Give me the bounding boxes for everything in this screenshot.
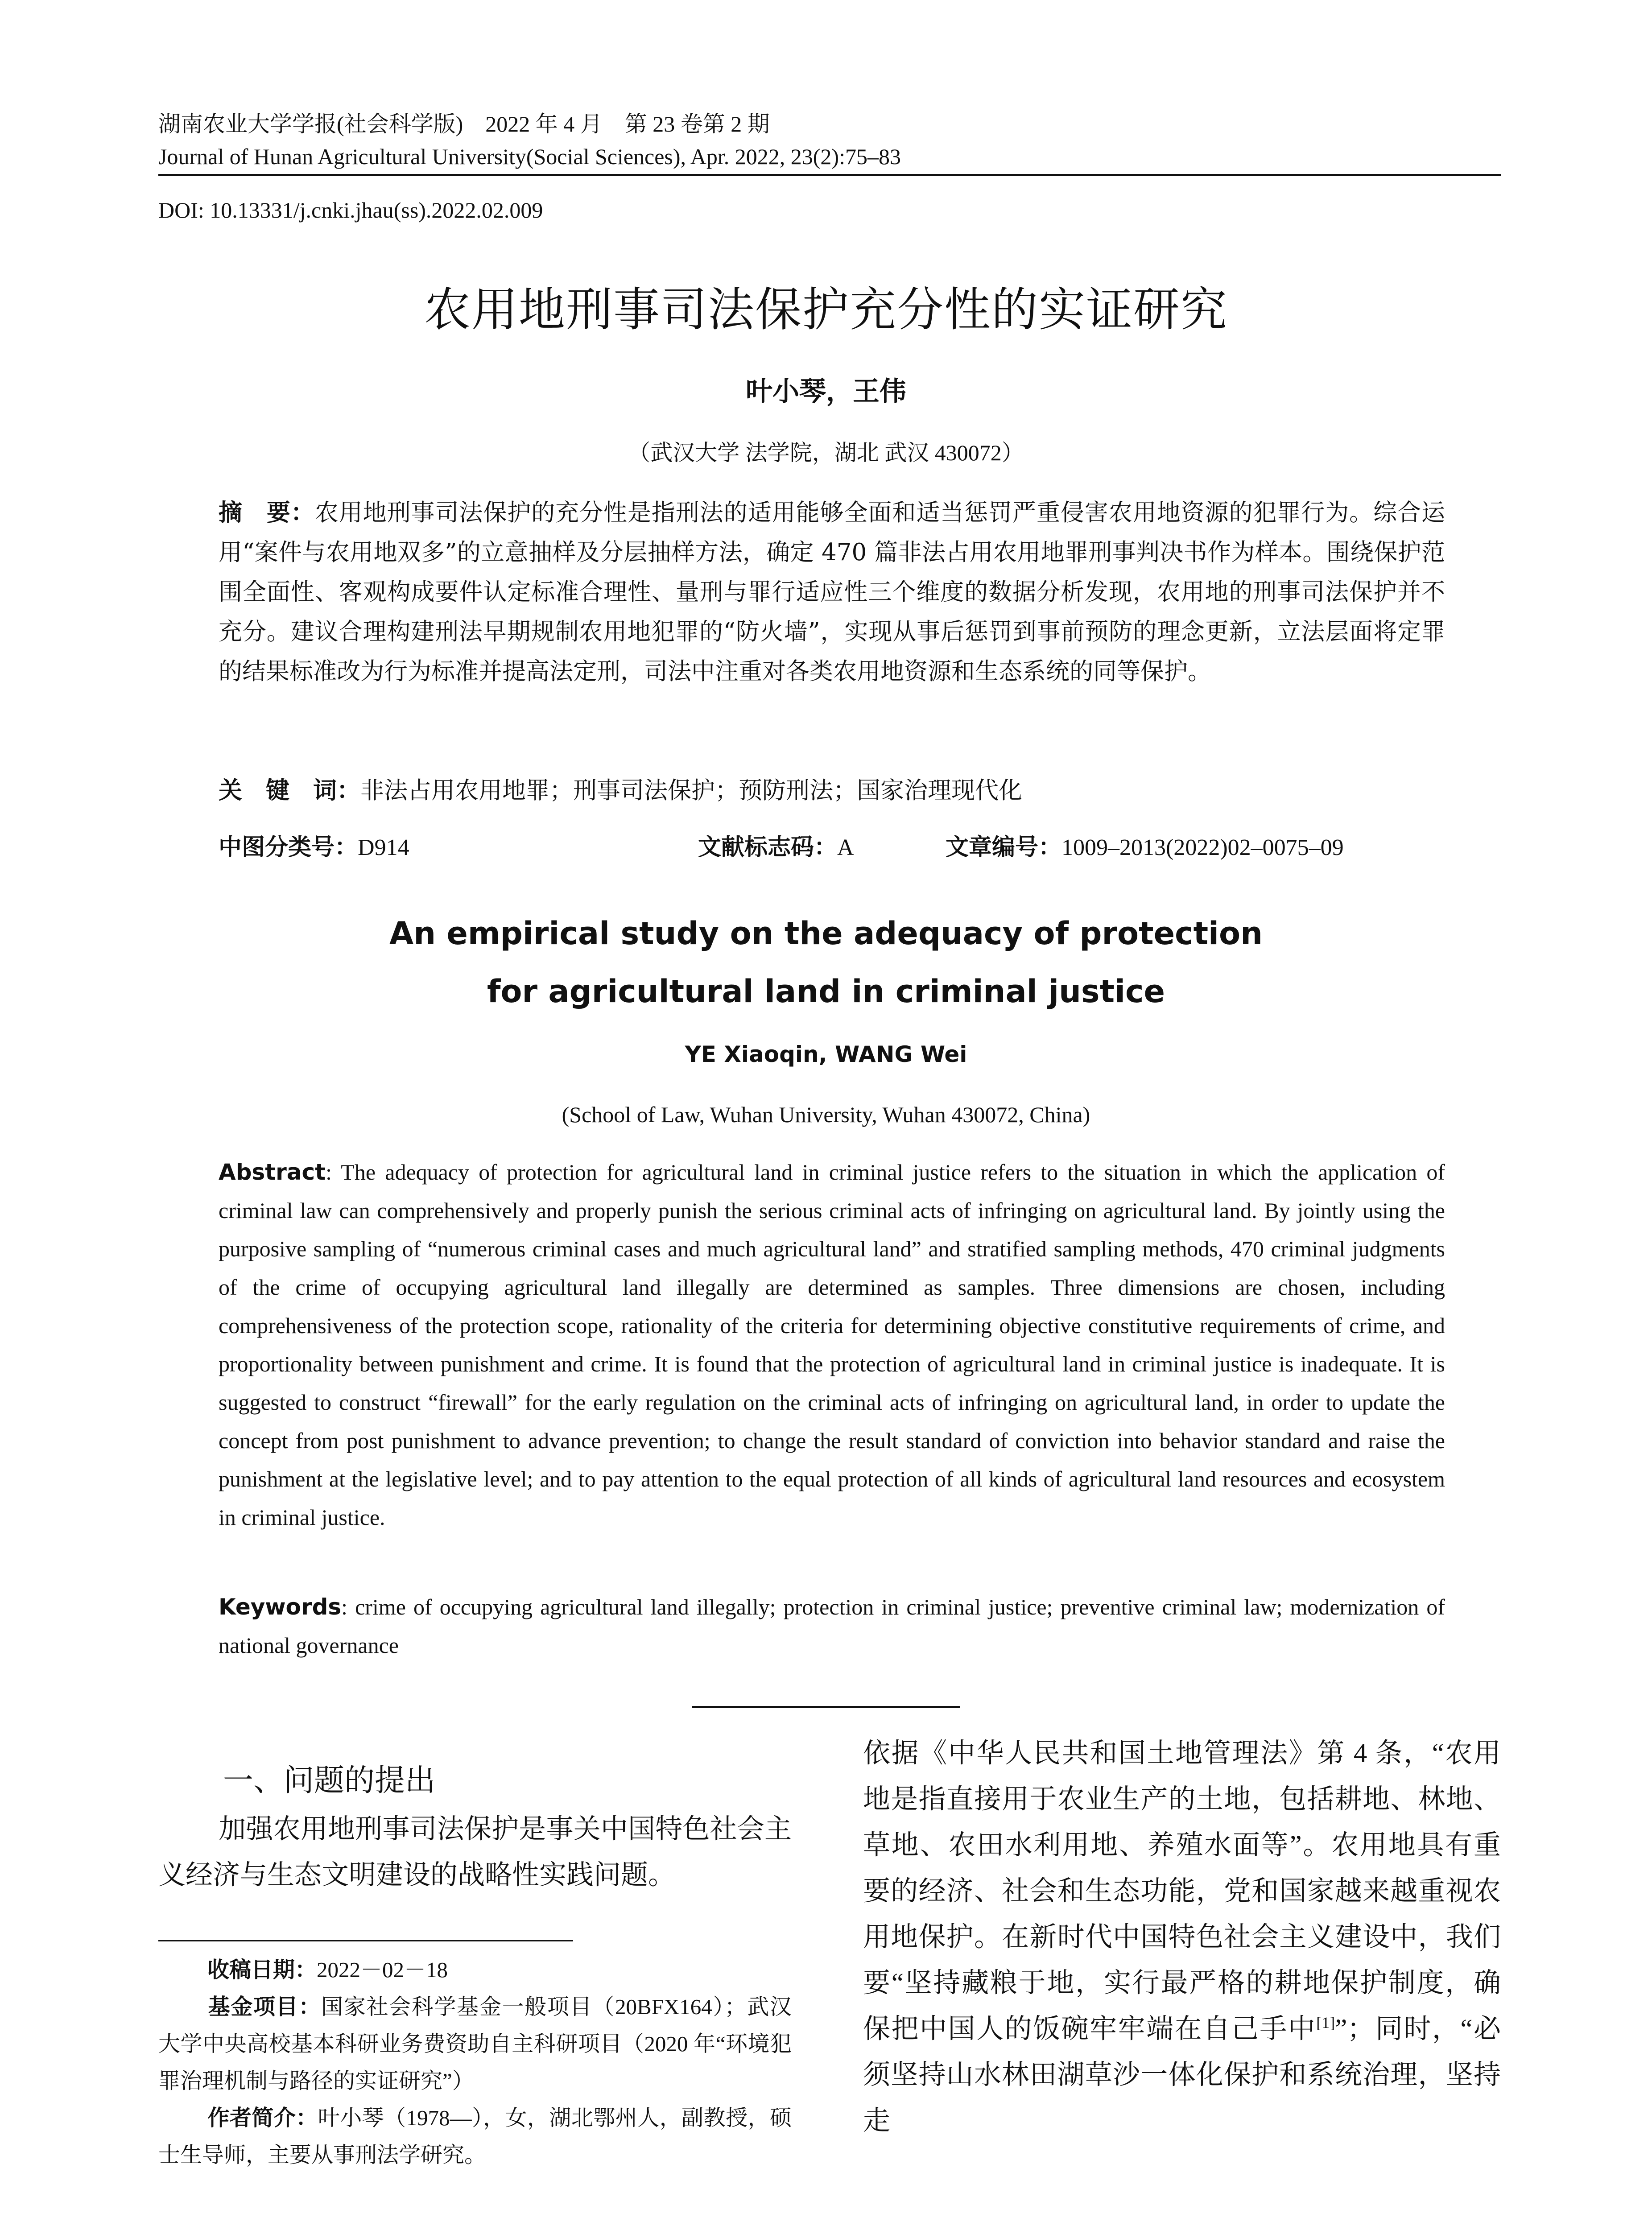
keywords-en-text: : crime of occupying agricultural land illegally; protection in criminal justice; preventive criminal law; modernization of national governance xyxy=(219,1594,1445,1658)
body-left-paragraph: 加强农用地刑事司法保护是事关中国特色社会主义经济与生态文明建设的战略性实践问题。 xyxy=(158,1814,792,1890)
article-title-en-line1: An empirical study on the adequacy of protection xyxy=(389,915,1263,952)
body-right-text-1: 依据《中华人民共和国土地管理法》第 4 条，“农用地是指直接用于农业生产的土地，包括耕地、林地、草地、农田水利用地、养殖水面等”。农用地具有重要的经济、社会和生态功能，党和国家越来越重视农用地保护。在新时代中国特色社会主义建设中，我们要“坚持藏粮于地，实行最严格的耕地保护制度，确保把中国人的饭碗牢牢端在自己手中 xyxy=(863,1739,1501,2044)
article-number xyxy=(946,828,1344,862)
section-heading: 一、问题的提出 xyxy=(223,1763,436,1798)
abstract-cn-label: 摘 要： xyxy=(219,499,315,526)
article-title-en-line2: for agricultural land in criminal justice xyxy=(487,973,1165,1010)
body-text-left xyxy=(158,1806,792,1898)
clc-number xyxy=(219,828,409,862)
received-date: 2022－02－18 xyxy=(317,1957,448,1982)
journal-header-cn: 湖南农业大学学报(社会科学版) 2022 年 4 月 第 23 卷第 2 期 xyxy=(158,112,770,136)
affiliation-cn: （武汉大学 法学院，湖北 武汉 430072） xyxy=(628,440,1024,465)
abstract-en xyxy=(219,1153,1445,1536)
doc-code-label: 文献标志码： xyxy=(698,834,838,861)
document-code xyxy=(698,828,854,862)
keywords-cn-label: 关 键 词： xyxy=(219,777,360,804)
keywords-cn xyxy=(219,772,1445,805)
citation-ref-1[interactable]: [1] xyxy=(1316,2014,1335,2032)
clc-value: D914 xyxy=(358,835,409,860)
abstract-cn xyxy=(219,493,1445,691)
body-text-right xyxy=(863,1730,1501,2144)
footnote-divider xyxy=(158,1940,573,1941)
footnotes xyxy=(158,1951,792,2173)
section-divider xyxy=(692,1706,960,1708)
abstract-cn-text: 农用地刑事司法保护的充分性是指刑法的适用能够全面和适当惩罚严重侵害农用地资源的犯罪行为。综合运用“案件与农用地双多”的立意抽样及分层抽样方法，确定 470 篇非法占用农用地罪刑事判决书作为样本。围绕保护范围全面性、客观构成要件认定标准合理性、量刑与罪行适应性三个维度的数据分析发现，农用地的刑事司法保护并不充分。建议合理构建刑法早期规制农用地犯罪的“防火墙”，实现从事后惩罚到事前预防的理念更新，立法层面将定罪的结果标准改为行为标准并提高法定刑，司法中注重对各类农用地资源和生态系统的同等保护。 xyxy=(219,499,1446,685)
journal-header-en: Journal of Hunan Agricultural University(Social Sciences), Apr. 2022, 23(2):75–83 xyxy=(158,144,901,169)
keywords-en-label: Keywords xyxy=(219,1594,342,1620)
keywords-cn-text: 非法占用农用地罪；刑事司法保护；预防刑法；国家治理现代化 xyxy=(360,777,1022,804)
header-divider xyxy=(158,174,1501,176)
author-label: 作者简介： xyxy=(207,2105,318,2131)
clc-label: 中图分类号： xyxy=(219,834,358,861)
authors-cn: 叶小琴，王伟 xyxy=(746,376,906,407)
authors-en: YE Xiaoqin, WANG Wei xyxy=(685,1041,967,1067)
footnote-author xyxy=(158,2099,792,2173)
abstract-en-label: Abstract xyxy=(219,1159,326,1185)
article-title-cn: 农用地刑事司法保护充分性的实证研究 xyxy=(424,282,1228,337)
received-label: 收稿日期： xyxy=(207,1957,317,1982)
keywords-en xyxy=(219,1588,1445,1664)
abstract-en-text: : The adequacy of protection for agricultural land in criminal justice refers to the situation in which the application of criminal law can comprehensively and properly punish the serious criminal acts of infringing on agricultural land. By jointly using the purposive sampling of “numerous criminal cases and much agricultural land” and stratified sampling methods, 470 criminal judgments of the crime of occupying agricultural land illegally are determined as samples. Three dimensions are chosen, including comprehensiveness of the protection scope, rationality of the criteria for determining objective constitutive requirements of crime, and proportionality between punishment and crime. It is found that the protection of agricultural land in criminal justice is inadequate. It is suggested to construct “firewall” for the early regulation on the criminal acts of infringing on agricultural land, in order to update the concept from post punishment to advance prevention; to change the result standard of conviction into behavior standard and raise the punishment at the legislative level; and to pay attention to the equal protection of all kinds of agricultural land resources and ecosystem in criminal justice. xyxy=(219,1160,1445,1530)
body-right-text-2: ”；同时，“必须坚持山水林田湖草沙一体化保护和系统治理，坚持走 xyxy=(863,2014,1501,2136)
footnote-fund xyxy=(158,1988,792,2099)
fund-text: 国家社会科学基金一般项目（20BFX164）；武汉大学中央高校基本科研业务费资助自主科研项目（2020 年“环境犯罪治理机制与路径的实证研究”） xyxy=(158,1995,792,2093)
author-text: 叶小琴（1978—），女，湖北鄂州人，副教授，硕士生导师，主要从事刑法学研究。 xyxy=(158,2106,792,2167)
article-no-value: 1009–2013(2022)02–0075–09 xyxy=(1061,835,1344,860)
fund-label: 基金项目： xyxy=(207,1994,322,2019)
affiliation-en: (School of Law, Wuhan University, Wuhan 430072, China) xyxy=(562,1102,1090,1127)
doi: DOI: 10.13331/j.cnki.jhau(ss).2022.02.009 xyxy=(158,198,543,223)
article-no-label: 文章编号： xyxy=(946,834,1062,861)
doc-code-value: A xyxy=(837,835,854,860)
footnote-received xyxy=(158,1951,792,1988)
